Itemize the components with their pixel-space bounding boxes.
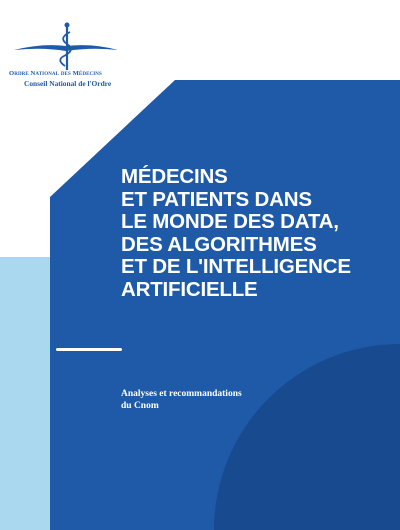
title-line: DES ALGORITHMES bbox=[121, 232, 317, 256]
title-divider bbox=[56, 348, 122, 351]
title-line: LE MONDE DES DATA, bbox=[121, 210, 339, 233]
title-line: MÉDECINS bbox=[121, 165, 228, 188]
cover-title bbox=[121, 166, 351, 301]
title-line: ARTIFICIELLE bbox=[121, 277, 258, 301]
title-line: ET PATIENTS DANS bbox=[121, 187, 312, 211]
title-line: ET DE L'INTELLIGENCE bbox=[121, 255, 351, 278]
cover-subtitle bbox=[121, 388, 242, 412]
council-name: Conseil National de l'Ordre bbox=[24, 79, 112, 88]
org-name: Ordre National des Médecins bbox=[9, 70, 102, 77]
subtitle-line: du Cnom bbox=[121, 401, 159, 411]
subtitle-line: Analyses et recommandations bbox=[121, 389, 242, 399]
